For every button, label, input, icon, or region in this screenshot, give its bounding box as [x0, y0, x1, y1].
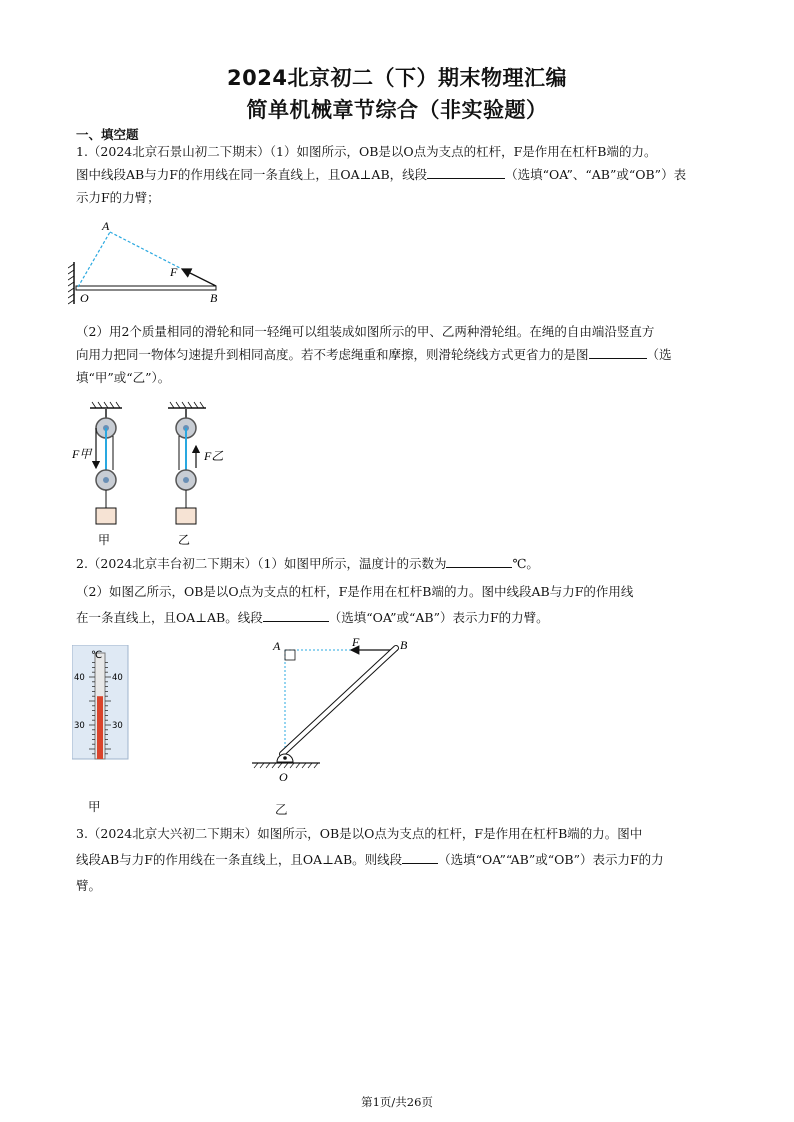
tick-30-right: 30	[112, 721, 123, 731]
label-A: A	[273, 639, 281, 653]
lever-bar	[76, 286, 216, 290]
label-B: B	[210, 291, 218, 305]
tick-30-left: 30	[74, 721, 85, 731]
q3-line3: 臂。	[76, 878, 102, 893]
label-jia: 甲	[98, 533, 111, 546]
pulley-system-yi	[168, 402, 206, 524]
q3-line2: 线段AB与力F的作用线在一条直线上，且OA⊥AB。则线段 （选填“OA”“AB”或“OB”）表示力F的力	[76, 852, 664, 867]
label-F: F	[352, 636, 360, 649]
right-angle-mark	[285, 650, 295, 660]
thermometer-figure	[72, 645, 130, 761]
answer-blank	[589, 345, 647, 359]
q2-line2: （2）如图乙所示，OB是以O点为支点的杠杆，F是作用在杠杆B端的力。图中线段AB与力F的作用线	[76, 584, 634, 599]
section-heading: 一、填空题	[76, 127, 139, 142]
answer-blank	[402, 850, 438, 864]
label-F-yi: F乙	[204, 449, 224, 463]
answer-blank	[446, 554, 512, 568]
label-jia-q2: 甲	[88, 799, 101, 814]
label-A: A	[102, 219, 110, 233]
q1-line3: 示力F的力臂；	[76, 190, 160, 205]
force-arrow	[182, 269, 216, 286]
q1-part2-line2: 向用力把同一物体匀速提升到相同高度。若不考虑绳重和摩擦，则滑轮绕线方式更省力的是图 （选	[76, 347, 672, 362]
q1-part2-line3: 填“甲”或“乙”）。	[76, 370, 171, 385]
label-B: B	[400, 638, 408, 652]
page-subtitle: 简单机械章节综合（非实验题）	[246, 98, 548, 122]
unit-label: ℃	[91, 650, 103, 661]
label-F: F	[170, 265, 178, 279]
lever-figure-1	[68, 218, 228, 308]
q2-line3: 在一条直线上，且OA⊥AB。线段 （选填“OA”或“AB”）表示力F的力臂。	[76, 610, 549, 625]
line-OA	[78, 232, 110, 287]
lever-figure-2	[246, 636, 426, 788]
q1-line1: 1.（2024北京石景山初二下期末）（1）如图所示，OB是以O点为支点的杠杆，F是作用在杠杆B端的力。	[76, 144, 657, 159]
label-yi-q2: 乙	[275, 802, 288, 817]
label-yi: 乙	[178, 533, 191, 546]
label-F-jia: F甲	[72, 447, 92, 461]
label-O: O	[279, 770, 288, 784]
q1-part2-line1: （2）用2个质量相同的滑轮和同一轻绳可以组装成如图所示的甲、乙两种滑轮组。在绳的自由端沿竖直方	[76, 324, 655, 339]
tick-40-left: 40	[74, 673, 85, 683]
line-AB	[110, 232, 180, 268]
page-footer: 第1页/共26页	[361, 1095, 433, 1109]
pulley-system-jia	[90, 402, 122, 524]
answer-blank	[427, 165, 505, 179]
mercury-column	[97, 696, 103, 759]
q3-line1: 3.（2024北京大兴初二下期末）如图所示，OB是以O点为支点的杠杆，F是作用在杠杆B端的力。图中	[76, 826, 643, 841]
q2-line1: 2.（2024北京丰台初二下期末）（1）如图甲所示，温度计的示数为 ℃。	[76, 556, 539, 571]
pulley-figure	[68, 398, 238, 546]
lever-bar	[282, 648, 396, 754]
answer-blank	[263, 608, 329, 622]
q1-line2: 图中线段AB与力F的作用线在同一条直线上，且OA⊥AB，线段 （选填“OA”、“AB”或“OB”）表	[76, 167, 687, 182]
label-O: O	[80, 291, 89, 305]
page-title: 2024北京初二（下）期末物理汇编	[227, 66, 567, 90]
tick-40-right: 40	[112, 673, 123, 683]
